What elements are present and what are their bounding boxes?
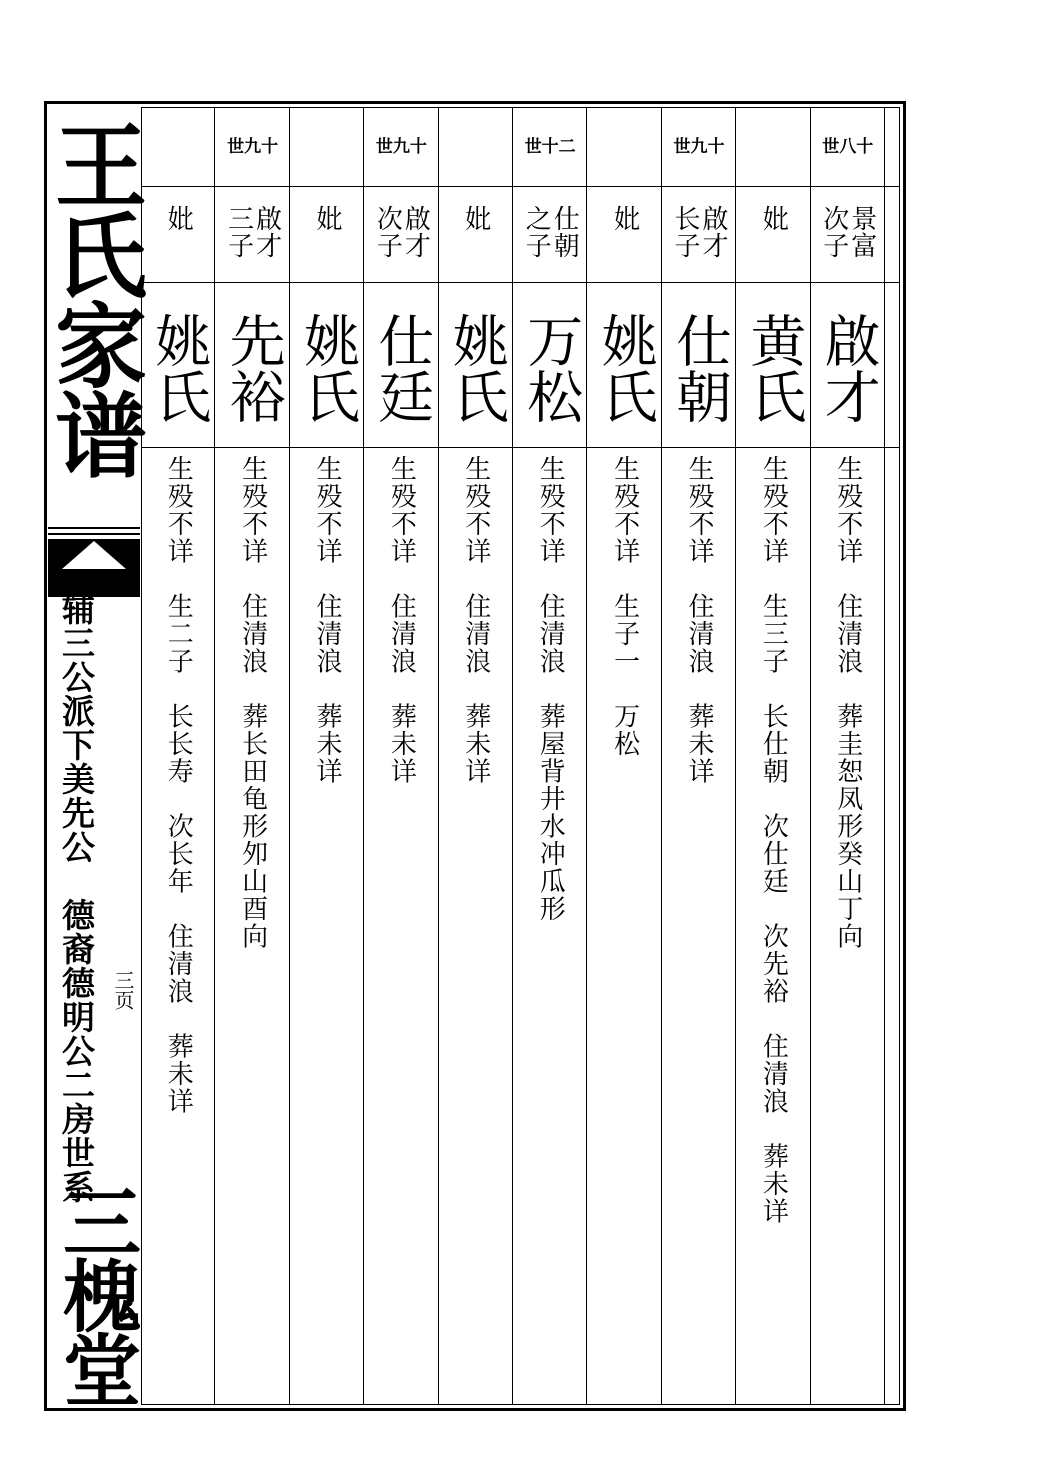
person-detail: 生殁不详 住清浪 葬长田龟形夘山酉向 <box>237 455 268 950</box>
person-detail: 生殁不详 住清浪 葬屋背井水冲瓜形 <box>535 455 566 923</box>
hall-name: 三槐堂 <box>50 1182 141 1404</box>
person-detail-cell <box>215 455 289 1395</box>
relation-cell <box>811 205 885 275</box>
relation-text: 啟才 三子 <box>223 205 282 259</box>
relation-text: 景富 次子 <box>818 205 877 259</box>
person-name: 姚氏 <box>146 312 212 424</box>
person-name-cell <box>587 312 661 424</box>
person-name: 万松 <box>518 312 584 424</box>
person-name-cell <box>662 312 736 424</box>
generation-label: 世九十 <box>375 137 427 157</box>
person-name-cell <box>513 312 587 424</box>
person-name-cell <box>141 312 215 424</box>
person-detail: 生殁不详 住清浪 葬未详 <box>683 455 714 785</box>
person-name-cell <box>290 312 364 424</box>
person-detail-cell <box>736 455 810 1395</box>
black-band <box>48 539 140 597</box>
genealogy-title: 王氏家谱 <box>40 118 148 478</box>
relation-text: 妣 <box>311 205 342 232</box>
person-name-cell <box>364 312 438 424</box>
person-name-cell <box>811 312 885 424</box>
relation-text: 妣 <box>460 205 491 232</box>
person-name-cell <box>215 312 289 424</box>
person-name-cell <box>736 312 810 424</box>
person-name: 姚氏 <box>443 312 509 424</box>
relation-cell <box>364 205 438 275</box>
person-detail: 生殁不详 生子一 万松 <box>609 455 640 758</box>
relation-cell <box>141 205 215 275</box>
person-name: 仕廷 <box>369 312 435 424</box>
person-name: 姚氏 <box>592 312 658 424</box>
generation-label: 世九十 <box>227 137 279 157</box>
relation-text: 妣 <box>758 205 789 232</box>
generation-label: 世八十 <box>822 137 874 157</box>
person-detail: 生殁不详 住清浪 葬未详 <box>460 455 491 785</box>
relation-cell <box>290 205 364 275</box>
person-name: 姚氏 <box>294 312 360 424</box>
person-detail-cell <box>811 455 885 1395</box>
lineage-subtitle: 辅三公派下美先公 德裔德明公二房世系 <box>57 592 96 1204</box>
person-name: 先裕 <box>220 312 286 424</box>
relation-cell <box>736 205 810 275</box>
generation-label: 世十二 <box>524 137 576 157</box>
triangle-ornament-icon <box>62 541 126 569</box>
person-detail: 生殁不详 住清浪 葬未详 <box>311 455 342 785</box>
person-detail: 生殁不详 生二子 长长寿 次长年 住清浪 葬未详 <box>163 455 194 1115</box>
relation-text: 啟才 次子 <box>372 205 431 259</box>
relation-cell <box>587 205 661 275</box>
person-detail-cell <box>513 455 587 1395</box>
title-rule-top <box>48 527 140 529</box>
person-name-cell <box>439 312 513 424</box>
person-detail: 生殁不详 住清浪 葬圭恕凤形癸山丁向 <box>832 455 863 950</box>
title-rule-bottom <box>48 533 140 535</box>
person-detail-cell <box>141 455 215 1395</box>
person-name: 啟才 <box>815 312 881 424</box>
person-detail-cell <box>587 455 661 1395</box>
relation-cell <box>215 205 289 275</box>
relation-cell <box>439 205 513 275</box>
relation-text: 啟才 长子 <box>669 205 728 259</box>
page-number: 三页 <box>111 970 135 1010</box>
person-detail-cell <box>290 455 364 1395</box>
relation-cell <box>513 205 587 275</box>
person-name: 仕朝 <box>666 312 732 424</box>
relation-text: 仕朝 之子 <box>521 205 580 259</box>
person-detail-cell <box>662 455 736 1395</box>
relation-cell <box>662 205 736 275</box>
person-detail: 生殁不详 住清浪 葬未详 <box>386 455 417 785</box>
relation-text: 妣 <box>163 205 194 232</box>
person-detail-cell <box>364 455 438 1395</box>
person-detail-cell <box>439 455 513 1395</box>
person-detail: 生殁不详 生三子 长仕朝 次仕廷 次先裕 住清浪 葬未详 <box>758 455 789 1225</box>
person-name: 黄氏 <box>741 312 807 424</box>
generation-label: 世九十 <box>673 137 725 157</box>
relation-text: 妣 <box>609 205 640 232</box>
